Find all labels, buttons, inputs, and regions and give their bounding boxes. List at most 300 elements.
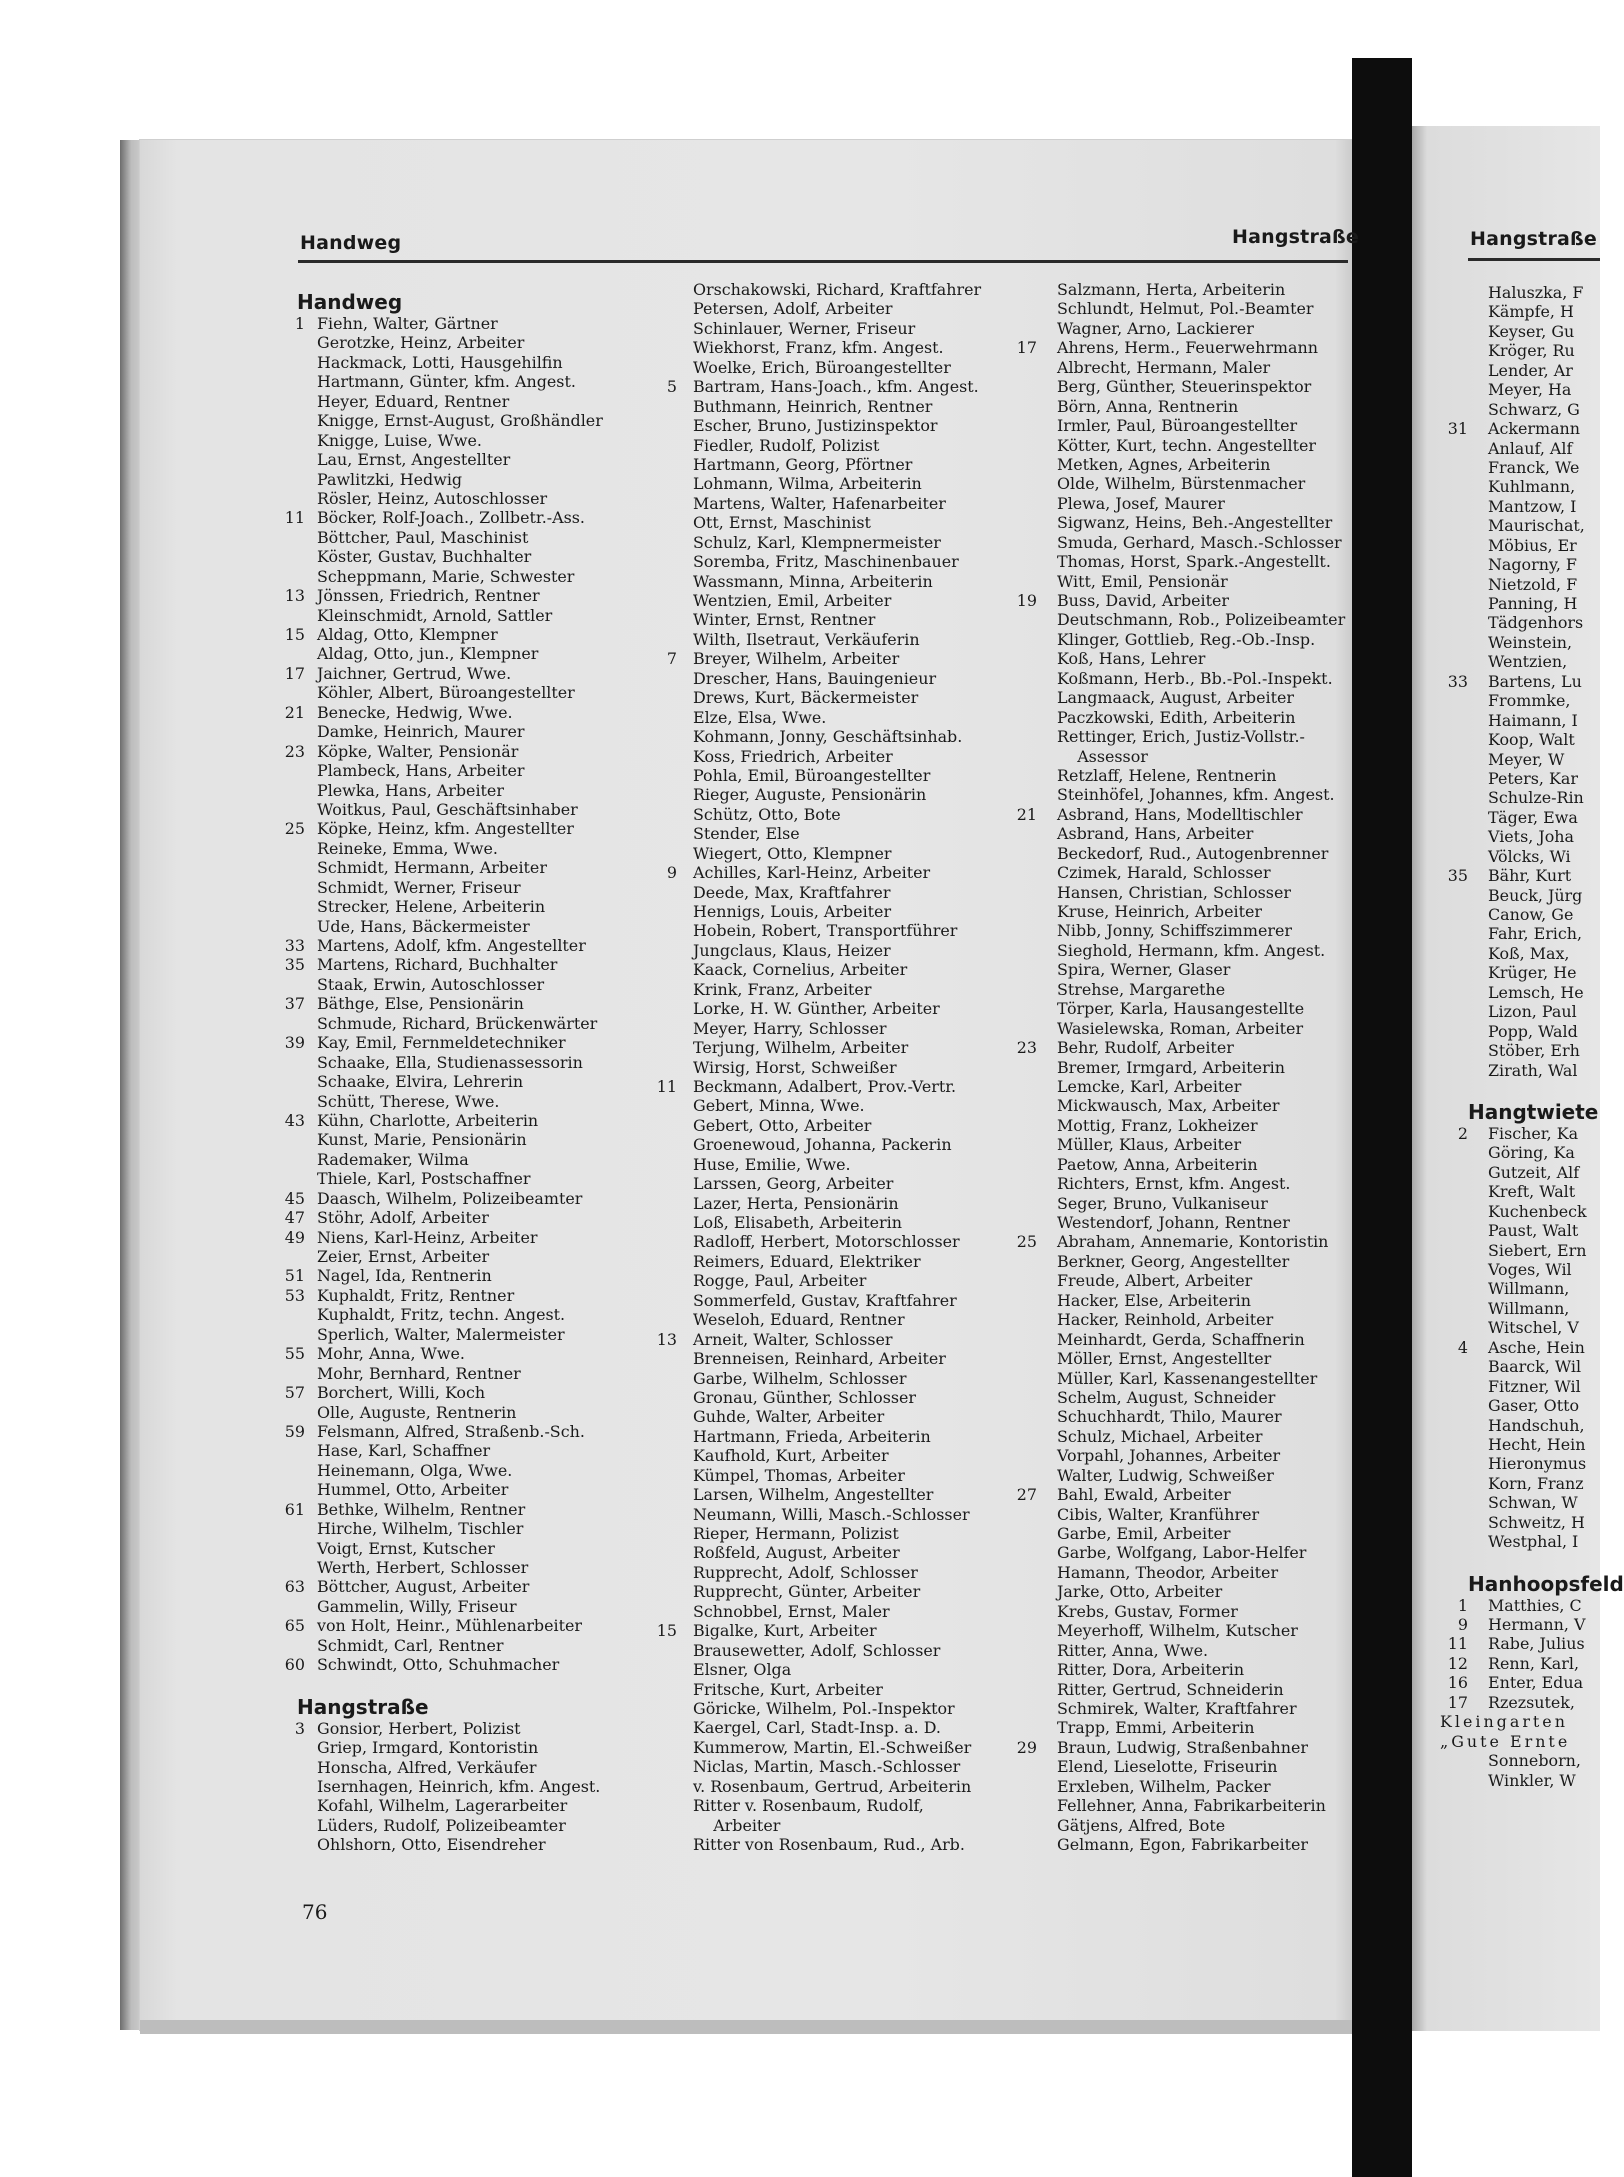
page-bottom-edge: [140, 2020, 1372, 2034]
resident-entry: Radloff, Herbert, Motorschlosser: [693, 1232, 960, 1252]
resident-entry: Kötter, Kurt, techn. Angestellter: [1057, 435, 1317, 455]
resident-entry: Koss, Friedrich, Arbeiter: [693, 746, 893, 766]
resident-entry: Panning, H: [1488, 594, 1578, 613]
house-number: 55: [284, 1344, 305, 1364]
resident-entry: Rösler, Heinz, Autoschlosser: [317, 488, 548, 508]
resident-entry: Bartens, Lu: [1488, 671, 1582, 691]
resident-entry: Korn, Franz: [1488, 1473, 1584, 1493]
resident-entry: Kaack, Cornelius, Arbeiter: [693, 960, 908, 980]
resident-entry: Thomas, Horst, Spark.-Angestellt.: [1057, 552, 1331, 572]
directory-entry: [1446, 341, 1600, 360]
directory-entry: [283, 1053, 643, 1072]
resident-entry: Lau, Ernst, Angestellter: [317, 450, 511, 470]
section-gap: [283, 1675, 643, 1695]
directory-entry: [283, 839, 643, 858]
house-number: 11: [1447, 1634, 1468, 1654]
resident-entry: v. Rosenbaum, Gertrud, Arbeiterin: [693, 1776, 972, 1796]
directory-entry: [1015, 1505, 1361, 1524]
resident-entry: Kleinschmidt, Arnold, Sattler: [317, 605, 553, 625]
resident-entry: Freude, Albert, Arbeiter: [1057, 1271, 1253, 1291]
directory-entry: [283, 606, 643, 625]
resident-entry: Lüders, Rudolf, Polizeibeamter: [317, 1815, 566, 1835]
resident-entry: Brenneisen, Reinhard, Arbeiter: [693, 1349, 946, 1369]
resident-entry: Larsen, Wilhelm, Angestellter: [693, 1485, 934, 1505]
resident-entry: Schmude, Richard, Brückenwärter: [317, 1013, 598, 1033]
directory-entry: [1446, 516, 1600, 535]
house-number: 57: [284, 1383, 305, 1403]
resident-entry: Lender, Ar: [1488, 360, 1573, 380]
directory-entry: [1015, 1407, 1361, 1426]
resident-entry: Hummel, Otto, Arbeiter: [317, 1480, 509, 1500]
directory-entry: [655, 358, 1011, 377]
directory-entry: [655, 1330, 1011, 1349]
resident-entry: Smuda, Gerhard, Masch.-Schlosser: [1057, 532, 1342, 552]
directory-column-1: [283, 290, 643, 1855]
resident-entry: Arbeiter: [693, 1815, 781, 1835]
resident-entry: Witt, Emil, Pensionär: [1057, 571, 1228, 591]
resident-entry: Börn, Anna, Rentnerin: [1057, 396, 1239, 416]
resident-entry: Nagorny, F: [1488, 555, 1577, 575]
house-number: 47: [284, 1208, 305, 1228]
directory-entry: [1440, 1712, 1600, 1732]
directory-entry: [283, 1150, 643, 1169]
resident-entry: Werth, Herbert, Schlosser: [317, 1558, 529, 1577]
directory-entry: [1015, 902, 1361, 921]
resident-entry: Maurischat,: [1488, 516, 1585, 536]
directory-entry: [1446, 711, 1600, 730]
directory-entry: [1015, 844, 1361, 863]
resident-entry: Rieper, Hermann, Polizist: [693, 1524, 899, 1543]
directory-entry: [1446, 1771, 1600, 1790]
resident-entry: Pohla, Emil, Büroangestellter: [693, 765, 931, 785]
resident-entry: Wentzien, Emil, Arbeiter: [693, 591, 892, 610]
directory-entry: [655, 494, 1011, 513]
resident-entry: Lorke, H. W. Günther, Arbeiter: [693, 999, 940, 1019]
resident-entry: Hartmann, Günter, kfm. Angest.: [317, 372, 576, 392]
directory-entry: [1446, 886, 1600, 905]
house-number: 7: [666, 649, 677, 669]
resident-entry: Kuphaldt, Fritz, Rentner: [317, 1285, 515, 1305]
directory-entry: [1015, 1077, 1361, 1096]
directory-entry: [283, 819, 643, 838]
directory-entry: [1015, 824, 1361, 843]
resident-entry: Asche, Hein: [1488, 1337, 1585, 1357]
house-number: 21: [1016, 804, 1037, 824]
directory-entry: [655, 1349, 1011, 1368]
resident-entry: Lazer, Herta, Pensionärin: [693, 1193, 899, 1213]
resident-entry: Ritter von Rosenbaum, Rud., Arb.: [693, 1835, 965, 1854]
resident-entry: Retzlaff, Helene, Rentnerin: [1057, 765, 1277, 785]
resident-entry: Kuphaldt, Fritz, techn. Angest.: [317, 1305, 566, 1325]
resident-entry: Popp, Wald: [1488, 1021, 1578, 1041]
directory-entry: [1015, 1349, 1361, 1368]
directory-entry: [655, 1738, 1011, 1757]
directory-entry: [1446, 1163, 1600, 1182]
resident-entry: Erxleben, Wilhelm, Packer: [1057, 1776, 1271, 1796]
resident-entry: Asbrand, Hans, Modelltischler: [1057, 804, 1303, 824]
directory-entry: [1015, 436, 1361, 455]
directory-entry: [655, 1641, 1011, 1660]
resident-entry: Behr, Rudolf, Arbeiter: [1057, 1038, 1234, 1058]
resident-entry: Garbe, Wolfgang, Labor-Helfer: [1057, 1543, 1307, 1563]
directory-entry: [655, 1777, 1011, 1796]
directory-entry: [1446, 652, 1600, 671]
resident-entry: Strecker, Helene, Arbeiterin: [317, 897, 546, 917]
house-number: 31: [1447, 419, 1468, 439]
directory-entry: [283, 703, 643, 722]
resident-entry: Petersen, Adolf, Arbeiter: [693, 299, 893, 319]
directory-entry: [1015, 921, 1361, 940]
resident-entry: Matthies, C: [1488, 1595, 1582, 1615]
directory-entry: [655, 844, 1011, 863]
resident-entry: Roßfeld, August, Arbeiter: [693, 1543, 900, 1563]
directory-entry: [283, 955, 643, 974]
resident-entry: Niens, Karl-Heinz, Arbeiter: [317, 1227, 538, 1247]
directory-entry: [655, 1135, 1011, 1154]
resident-entry: Escher, Bruno, Justizinspektor: [693, 416, 938, 436]
resident-entry: Kuhlmann,: [1488, 477, 1576, 497]
directory-entry: [1446, 750, 1600, 769]
resident-entry: Schaake, Ella, Studienassessorin: [317, 1052, 583, 1072]
resident-entry: Braun, Ludwig, Straßenbahner: [1057, 1737, 1308, 1757]
directory-entry: [1446, 1493, 1600, 1512]
resident-entry: Krebs, Gustav, Former: [1057, 1601, 1238, 1621]
directory-entry: [655, 1543, 1011, 1562]
directory-entry: [1446, 1416, 1600, 1435]
resident-entry: Witschel, V: [1488, 1318, 1579, 1338]
resident-entry: Schwarz, G: [1488, 399, 1580, 419]
directory-entry: [283, 683, 643, 702]
resident-entry: Groenewoud, Johanna, Packerin: [693, 1135, 952, 1155]
directory-entry: [1446, 1615, 1600, 1634]
resident-entry: Buthmann, Heinrich, Rentner: [693, 396, 933, 416]
directory-entry: [655, 1155, 1011, 1174]
resident-entry: Beckedorf, Rud., Autogenbrenner: [1057, 843, 1329, 863]
resident-entry: Mantzow, I: [1488, 496, 1577, 516]
directory-entry: [1015, 1058, 1361, 1077]
directory-entry: [283, 1777, 643, 1796]
directory-entry: [1015, 1543, 1361, 1562]
directory-entry: [655, 688, 1011, 707]
resident-entry: Paust, Walt: [1488, 1221, 1579, 1241]
resident-entry: Hecht, Hein: [1488, 1434, 1586, 1454]
running-head-left: Handweg: [300, 232, 402, 254]
directory-entry: [283, 489, 643, 508]
directory-entry: [655, 338, 1011, 357]
resident-entry: Krüger, He: [1488, 963, 1577, 983]
resident-entry: Rieger, Auguste, Pensionärin: [693, 785, 927, 805]
directory-entry: [1015, 513, 1361, 532]
directory-entry: [655, 1835, 1011, 1854]
resident-entry: Sieghold, Hermann, kfm. Angest.: [1057, 940, 1326, 960]
running-head-right: Hangstraße: [1232, 226, 1359, 248]
directory-entry: [655, 299, 1011, 318]
resident-entry: Wassmann, Minna, Arbeiterin: [693, 571, 933, 591]
directory-entry: [655, 1174, 1011, 1193]
resident-entry: Benecke, Hedwig, Wwe.: [317, 702, 513, 722]
directory-entry: [1446, 1435, 1600, 1454]
resident-entry: Gelmann, Egon, Fabrikarbeiter: [1057, 1835, 1308, 1854]
house-number: 2: [1457, 1123, 1468, 1143]
resident-entry: Plambeck, Hans, Arbeiter: [317, 761, 525, 781]
directory-entry: [283, 431, 643, 450]
house-number: 29: [1016, 1737, 1037, 1757]
resident-entry: Kummerow, Martin, El.-Schweißer: [693, 1737, 972, 1757]
resident-entry: Schaake, Elvira, Lehrerin: [317, 1072, 524, 1092]
house-number: 27: [1016, 1485, 1037, 1505]
resident-entry: Meyerhoff, Wilhelm, Kutscher: [1057, 1621, 1298, 1641]
resident-entry: Martens, Adolf, kfm. Angestellter: [317, 936, 586, 955]
directory-entry: [655, 1291, 1011, 1310]
resident-entry: Jönssen, Friedrich, Rentner: [317, 586, 540, 606]
directory-entry: [1015, 280, 1361, 299]
resident-entry: Vorpahl, Johannes, Arbeiter: [1057, 1446, 1281, 1466]
directory-entry: [283, 1835, 643, 1854]
resident-entry: Elze, Elsa, Wwe.: [693, 707, 827, 727]
directory-entry: [1015, 863, 1361, 882]
directory-entry: [1015, 1310, 1361, 1329]
resident-entry: Gutzeit, Alf: [1488, 1162, 1580, 1182]
house-number: 43: [284, 1110, 305, 1130]
resident-entry: Täger, Ewa: [1488, 807, 1578, 827]
directory-entry: [1446, 594, 1600, 613]
resident-entry: Törper, Karla, Hausangestellte: [1057, 999, 1305, 1019]
house-number: 25: [284, 819, 305, 839]
directory-entry: [283, 1519, 643, 1538]
house-number: 17: [1447, 1692, 1468, 1712]
resident-entry: Koßmann, Herb., Bb.-Pol.-Inspekt.: [1057, 668, 1333, 688]
directory-entry: [655, 1096, 1011, 1115]
resident-entry: Kröger, Ru: [1488, 341, 1575, 361]
resident-entry: Voigt, Ernst, Kutscher: [317, 1538, 495, 1558]
resident-entry: Czimek, Harald, Schlosser: [1057, 863, 1271, 883]
resident-entry: Winkler, W: [1488, 1770, 1576, 1790]
resident-entry: Kohmann, Jonny, Geschäftsinhab.: [693, 727, 963, 747]
directory-entry: [1015, 1038, 1361, 1057]
house-number: 59: [284, 1421, 305, 1441]
resident-entry: Fahr, Erich,: [1488, 924, 1583, 944]
resident-entry: Schmirek, Walter, Kraftfahrer: [1057, 1698, 1297, 1718]
resident-entry: Irmler, Paul, Büroangestellter: [1057, 416, 1298, 436]
resident-entry: Haluszka, F: [1488, 283, 1584, 302]
directory-entry: [1015, 1563, 1361, 1582]
resident-entry: Schulz, Michael, Arbeiter: [1057, 1426, 1263, 1446]
resident-entry: Mohr, Anna, Wwe.: [317, 1344, 465, 1364]
directory-entry: [655, 397, 1011, 416]
directory-entry: [655, 552, 1011, 571]
directory-entry: [283, 586, 643, 605]
directory-entry: [1015, 1213, 1361, 1232]
directory-entry: [655, 1116, 1011, 1135]
directory-entry: [1446, 1673, 1600, 1692]
resident-entry: Rupprecht, Günter, Arbeiter: [693, 1582, 921, 1602]
directory-entry: [1015, 649, 1361, 668]
directory-entry: [1015, 1369, 1361, 1388]
resident-entry: Ackermann: [1488, 419, 1581, 439]
section-gap: [1446, 1552, 1600, 1572]
directory-entry: [1015, 552, 1361, 571]
resident-entry: Möller, Ernst, Angestellter: [1057, 1349, 1272, 1369]
directory-entry: [655, 1407, 1011, 1426]
resident-entry: Pawlitzki, Hedwig: [317, 469, 463, 489]
resident-entry: Westphal, I: [1488, 1532, 1579, 1552]
directory-entry: [283, 1758, 643, 1777]
directory-entry: [1446, 1299, 1600, 1318]
resident-entry: Guhde, Walter, Arbeiter: [693, 1407, 885, 1427]
directory-entry: [283, 878, 643, 897]
resident-entry: Rupprecht, Adolf, Schlosser: [693, 1562, 918, 1582]
resident-entry: Garbe, Emil, Arbeiter: [1057, 1524, 1231, 1543]
resident-entry: Plewa, Josef, Maurer: [1057, 493, 1225, 513]
resident-entry: Zeier, Ernst, Arbeiter: [317, 1247, 490, 1266]
resident-entry: Stöber, Erh: [1488, 1041, 1580, 1061]
directory-entry: [283, 917, 643, 936]
directory-entry: [655, 1427, 1011, 1446]
resident-entry: Westendorf, Johann, Rentner: [1057, 1213, 1290, 1232]
resident-entry: Möbius, Er: [1488, 535, 1577, 555]
resident-entry: Köhler, Albert, Büroangestellter: [317, 683, 575, 703]
resident-entry: Drescher, Hans, Bauingenieur: [693, 668, 937, 688]
resident-entry: Stender, Else: [693, 824, 800, 844]
resident-entry: Gammelin, Willy, Friseur: [317, 1596, 517, 1616]
directory-entry: [1446, 322, 1600, 341]
resident-entry: Fritsche, Kurt, Arbeiter: [693, 1679, 883, 1699]
resident-entry: Jarke, Otto, Arbeiter: [1057, 1582, 1223, 1602]
directory-entry: [283, 1616, 643, 1635]
resident-entry: Gonsior, Herbert, Polizist: [317, 1718, 521, 1738]
resident-entry: Sonneborn,: [1488, 1751, 1581, 1771]
resident-entry: Hansen, Christian, Schlosser: [1057, 882, 1291, 902]
resident-entry: Kümpel, Thomas, Arbeiter: [693, 1465, 905, 1485]
directory-entry: [283, 1655, 643, 1674]
directory-entry: [1446, 1693, 1600, 1712]
directory-entry: [1015, 1524, 1361, 1543]
directory-entry: [283, 353, 643, 372]
resident-entry: Rogge, Paul, Arbeiter: [693, 1271, 867, 1291]
directory-entry: [1015, 1796, 1361, 1815]
directory-entry: [1446, 302, 1600, 321]
directory-entry: [1015, 1271, 1361, 1290]
resident-entry: Köpke, Walter, Pensionär: [317, 741, 519, 761]
directory-entry: [1446, 536, 1600, 555]
directory-entry: [655, 941, 1011, 960]
directory-entry: [283, 1558, 643, 1577]
street-heading: Hanhoopsfeld: [1468, 1571, 1624, 1596]
resident-entry: Willmann,: [1488, 1298, 1570, 1318]
directory-entry: [1015, 591, 1361, 610]
resident-entry: Mottig, Franz, Lokheizer: [1057, 1115, 1258, 1135]
resident-entry: Lohmann, Wilma, Arbeiterin: [693, 474, 922, 494]
directory-entry: [1446, 1318, 1600, 1337]
directory-entry: [283, 1111, 643, 1130]
directory-entry: [655, 1563, 1011, 1582]
directory-entry: [1015, 747, 1361, 766]
directory-entry: [283, 936, 643, 955]
directory-entry: [1446, 827, 1600, 846]
directory-entry: [1015, 572, 1361, 591]
directory-entry: [1446, 1182, 1600, 1201]
directory-entry: [283, 1344, 643, 1363]
directory-entry: [1440, 1731, 1600, 1751]
resident-entry: Felsmann, Alfred, Straßenb.-Sch.: [317, 1421, 585, 1441]
directory-entry: [655, 591, 1011, 610]
resident-entry: Voges, Wil: [1488, 1260, 1572, 1279]
resident-entry: Neumann, Willi, Masch.-Schlosser: [693, 1504, 970, 1524]
resident-entry: Scheppmann, Marie, Schwester: [317, 566, 575, 586]
resident-entry: Woitkus, Paul, Geschäftsinhaber: [317, 799, 578, 819]
house-number: 11: [656, 1076, 677, 1096]
resident-entry: Winter, Ernst, Rentner: [693, 610, 876, 630]
directory-entry: [655, 1077, 1011, 1096]
house-number: 17: [284, 663, 305, 683]
resident-entry: Nagel, Ida, Rentnerin: [317, 1266, 492, 1286]
resident-entry: Müller, Karl, Kassenangestellter: [1057, 1368, 1318, 1388]
directory-entry: [655, 1058, 1011, 1077]
directory-entry: [283, 644, 643, 663]
house-number: 25: [1016, 1232, 1037, 1252]
house-number: 39: [284, 1033, 305, 1053]
resident-entry: Schwindt, Otto, Schuhmacher: [317, 1655, 560, 1675]
resident-entry: Kühn, Charlotte, Arbeiterin: [317, 1110, 539, 1130]
resident-entry: Abraham, Annemarie, Kontoristin: [1057, 1232, 1329, 1252]
book-binding: [1352, 58, 1412, 2177]
resident-entry: Hennigs, Louis, Arbeiter: [693, 902, 892, 921]
directory-entry: [1015, 766, 1361, 785]
resident-entry: Jaichner, Gertrud, Wwe.: [317, 663, 512, 683]
resident-entry: Renn, Karl,: [1488, 1653, 1580, 1673]
resident-entry: Buss, David, Arbeiter: [1057, 591, 1229, 610]
directory-entry: [1446, 575, 1600, 594]
directory-entry: [1015, 1602, 1361, 1621]
directory-entry: [1015, 1116, 1361, 1135]
directory-entry: [1446, 1474, 1600, 1493]
directory-entry: [655, 280, 1011, 299]
resident-entry: Handschuh,: [1488, 1415, 1585, 1435]
directory-column-3: [1015, 280, 1361, 1854]
directory-entry: [1446, 1454, 1600, 1473]
directory-entry: [283, 1441, 643, 1460]
resident-entry: Wagner, Arno, Lackierer: [1057, 318, 1254, 338]
resident-entry: Terjung, Wilhelm, Arbeiter: [693, 1038, 909, 1058]
directory-entry: [283, 664, 643, 683]
directory-entry: [283, 1636, 643, 1655]
resident-entry: Hackmack, Lotti, Hausgehilfin: [317, 352, 563, 372]
resident-entry: Isernhagen, Heinrich, kfm. Angest.: [317, 1776, 601, 1796]
resident-entry: Hermann, V: [1488, 1615, 1586, 1634]
resident-entry: Gebert, Otto, Arbeiter: [693, 1115, 872, 1135]
directory-entry: [1446, 1532, 1600, 1551]
directory-entry: [1446, 477, 1600, 496]
directory-entry: [283, 314, 643, 333]
resident-entry: Martens, Richard, Buchhalter: [317, 955, 558, 975]
directory-entry: [655, 416, 1011, 435]
directory-entry: [283, 994, 643, 1013]
house-number: 65: [284, 1616, 305, 1636]
directory-entry: [655, 1757, 1011, 1776]
directory-entry: [283, 1228, 643, 1247]
directory-entry: [655, 1466, 1011, 1485]
directory-entry: [283, 742, 643, 761]
resident-entry: Klinger, Gottlieb, Reg.-Ob.-Insp.: [1057, 629, 1316, 649]
resident-entry: Bigalke, Kurt, Arbeiter: [693, 1621, 877, 1641]
resident-entry: Thiele, Karl, Postschaffner: [317, 1169, 531, 1189]
resident-entry: Baarck, Wil: [1488, 1357, 1582, 1377]
directory-entry: [655, 1524, 1011, 1543]
resident-entry: Lemcke, Karl, Arbeiter: [1057, 1076, 1242, 1096]
directory-entry: [1015, 1232, 1361, 1251]
resident-entry: Nietzold, F: [1488, 574, 1578, 594]
street-heading: Hangstraße: [297, 1694, 429, 1719]
